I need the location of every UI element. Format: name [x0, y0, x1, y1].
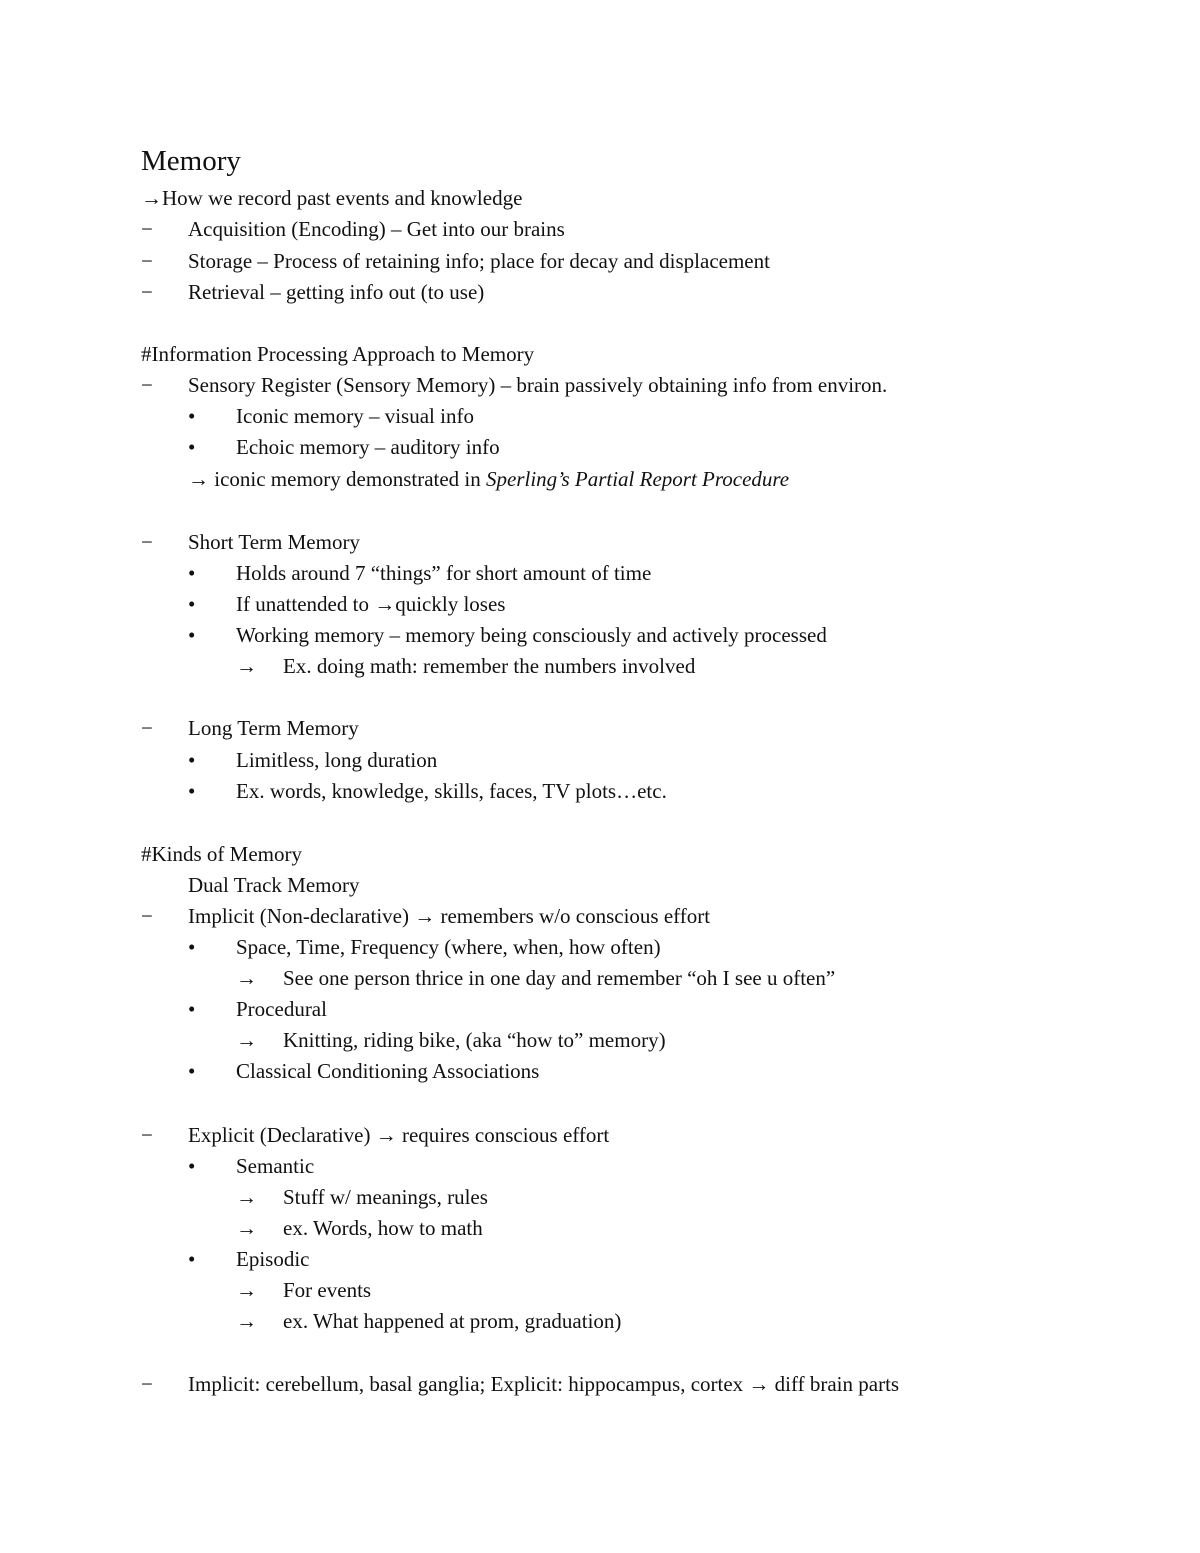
sub-prom-graduation: ex. What happened at prom, graduation) — [283, 1309, 622, 1333]
arrow-marker: → — [236, 966, 257, 990]
bullet-procedural: Procedural — [236, 997, 327, 1021]
bullet-limitless: Limitless, long duration — [236, 748, 438, 772]
bullet-marker: • — [188, 1059, 196, 1083]
info-processing-heading: #Information Processing Approach to Memory — [141, 342, 535, 366]
bullet-marker: • — [188, 623, 196, 647]
bullet-working-memory: Working memory – memory being consciously and actively processed — [236, 623, 827, 647]
bullet-semantic: Semantic — [236, 1154, 315, 1178]
sub-see-one-person: See one person thrice in one day and remember “oh I see u often” — [283, 966, 836, 990]
brain-parts-summary: Implicit: cerebellum, basal ganglia; Explicit: hippocampus, cortex → diff brain parts — [188, 1372, 900, 1396]
stage-storage: Storage – Process of retaining info; place for decay and displacement — [188, 249, 770, 273]
sub-stuff-meanings: Stuff w/ meanings, rules — [283, 1185, 488, 1209]
sub-knitting: Knitting, riding bike, (aka “how to” memory) — [283, 1028, 666, 1052]
bullet-marker: • — [188, 779, 196, 803]
page-title: Memory — [141, 145, 241, 177]
bullet-marker: • — [188, 1247, 196, 1271]
bullet-marker: • — [188, 935, 196, 959]
bullet-examples: Ex. words, knowledge, skills, faces, TV plots…etc. — [236, 779, 667, 803]
dash-marker: − — [141, 280, 153, 304]
bullet-marker: • — [188, 561, 196, 585]
bullet-marker: • — [188, 1154, 196, 1178]
dual-track-subheading: Dual Track Memory — [188, 873, 360, 897]
sperling-note-prefix: → iconic memory demonstrated in — [188, 467, 487, 491]
dash-marker: − — [141, 1372, 153, 1396]
arrow-marker: → — [236, 1278, 257, 1302]
stage-retrieval: Retrieval – getting info out (to use) — [188, 280, 485, 304]
dash-marker: − — [141, 1123, 153, 1147]
kinds-heading: #Kinds of Memory — [141, 842, 302, 866]
sperling-note — [188, 466, 789, 492]
bullet-unattended: If unattended to →quickly loses — [236, 592, 506, 616]
sub-words-math: ex. Words, how to math — [283, 1216, 483, 1240]
dash-marker: − — [141, 904, 153, 928]
dash-marker: − — [141, 373, 153, 397]
bullet-marker: • — [188, 435, 196, 459]
short-term-label: Short Term Memory — [188, 530, 360, 554]
sensory-register-label: Sensory Register (Sensory Memory) – brain passively obtaining info from environ. — [188, 373, 888, 397]
arrow-marker: → — [236, 1028, 257, 1052]
explicit-label: Explicit (Declarative) → requires conscious effort — [188, 1123, 610, 1147]
implicit-label: Implicit (Non-declarative) → remembers w/o conscious effort — [188, 904, 711, 928]
bullet-marker: • — [188, 748, 196, 772]
stage-acquisition: Acquisition (Encoding) – Get into our brains — [188, 217, 565, 241]
dash-marker: − — [141, 530, 153, 554]
arrow-marker: → — [236, 654, 257, 678]
bullet-holds: Holds around 7 “things” for short amount of time — [236, 561, 652, 585]
bullet-iconic: Iconic memory – visual info — [236, 404, 474, 428]
bullet-space-time: Space, Time, Frequency (where, when, how often) — [236, 935, 661, 959]
arrow-marker: → — [236, 1216, 257, 1240]
sperling-note-italic: Sperling’s Partial Report Procedure — [486, 467, 790, 491]
dash-marker: − — [141, 716, 153, 740]
bullet-marker: • — [188, 997, 196, 1021]
bullet-marker: • — [188, 592, 196, 616]
bullet-marker: • — [188, 404, 196, 428]
bullet-classical-conditioning: Classical Conditioning Associations — [236, 1059, 540, 1083]
bullet-episodic: Episodic — [236, 1247, 310, 1271]
arrow-marker: → — [236, 1309, 257, 1333]
sub-doing-math: Ex. doing math: remember the numbers involved — [283, 654, 696, 678]
dash-marker: − — [141, 217, 153, 241]
dash-marker: − — [141, 249, 153, 273]
bullet-echoic: Echoic memory – auditory info — [236, 435, 500, 459]
arrow-marker: → — [236, 1185, 257, 1209]
sub-for-events: For events — [283, 1278, 372, 1302]
intro-line: →How we record past events and knowledge — [141, 186, 523, 210]
long-term-label: Long Term Memory — [188, 716, 359, 740]
